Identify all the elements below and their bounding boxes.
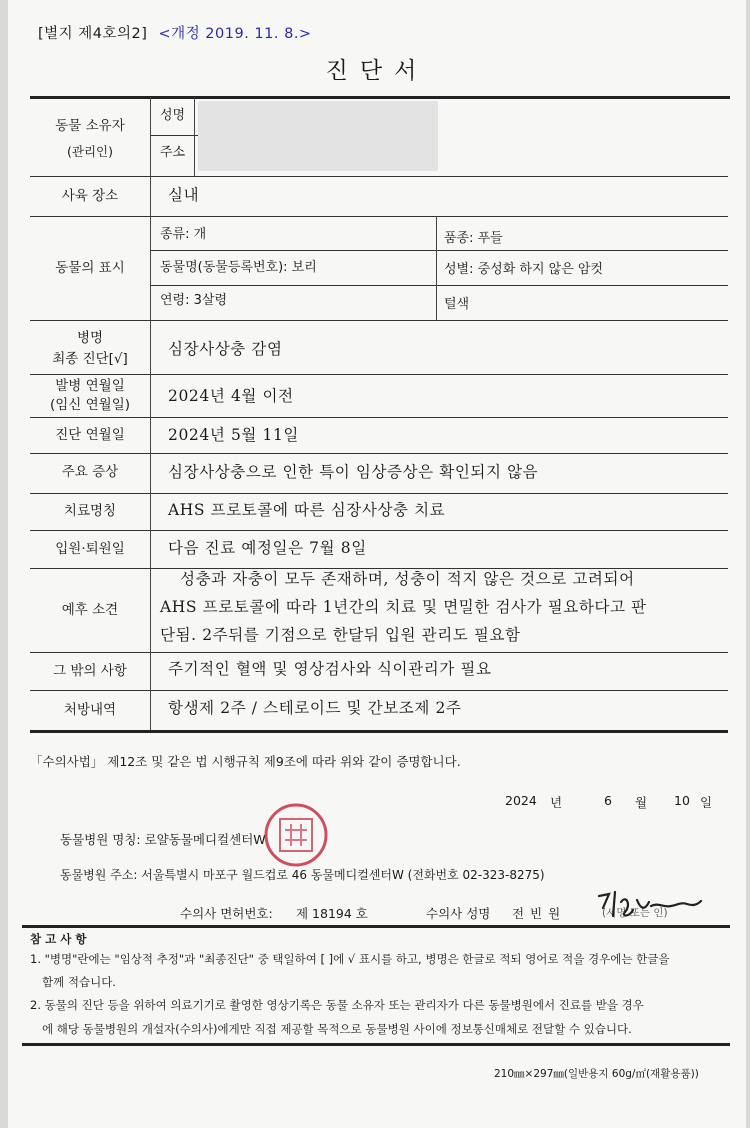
animal-label: 동물의 표시	[55, 260, 125, 276]
admission-value: 다음 진료 예정일은 7월 8일	[168, 539, 367, 557]
row-divider	[30, 652, 728, 653]
animal-age: 연령: 3살령	[160, 293, 228, 308]
prognosis-line-2: AHS 프로토콜에 따라 1년간의 치료 및 면밀한 검사가 필요하다고 판	[160, 598, 647, 616]
sign-label: (서명 또는 인)	[602, 907, 668, 919]
table-bottom-border	[30, 730, 728, 733]
certificate-page	[8, 0, 746, 1128]
animal-coat: 털색	[444, 297, 470, 312]
form-header	[38, 22, 312, 43]
hospital-name: 동물병원 명칭: 로얄동물메디컬센터W	[60, 832, 266, 847]
prognosis-line-1: 성충과 자충이 모두 존재하며, 성충이 적지 않은 것으로 고려되어	[180, 570, 635, 588]
diagnosis-value: 심장사상충 감염	[168, 340, 283, 358]
vet-name-label: 수의사 성명	[426, 906, 491, 921]
notes-title: 참 고 사 항	[30, 932, 87, 946]
owner-label: 동물 소유자	[55, 118, 125, 134]
date-day-unit: 일	[700, 795, 713, 810]
row-divider	[30, 320, 728, 321]
form-number: [별지 제4호의2]	[38, 26, 148, 42]
paper-spec: 210㎜×297㎜(일반용지 60g/㎡(재활용품))	[494, 1068, 699, 1080]
prognosis-label: 예후 소견	[61, 602, 119, 618]
row-divider	[30, 493, 728, 494]
notes-top-border	[22, 925, 730, 928]
table-top-border	[30, 96, 730, 99]
notes-bottom-border	[22, 1043, 730, 1046]
onset-value: 2024년 4월 이전	[168, 387, 294, 405]
redacted-owner-info	[198, 101, 438, 171]
owner-name-label: 성명	[160, 108, 186, 123]
owner-address-label: 주소	[160, 145, 186, 160]
animal-species: 종류: 개	[160, 227, 207, 242]
notes-item-1-line-2: 함께 적습니다.	[42, 975, 116, 989]
license-label: 수의사 면허번호:	[180, 906, 273, 921]
owner-subcolumn-divider	[194, 97, 195, 176]
animal-column-divider	[436, 216, 437, 320]
date-month-unit: 월	[635, 795, 648, 810]
hospital-seal-stamp	[261, 800, 331, 870]
notes-item-2-line-1: 2. 동물의 진단 등을 위하여 의료기기로 촬영한 영상기록은 동물 소유자 또는 관리자가 다른 동물병원에서 진료를 받을 경우	[30, 998, 644, 1012]
admission-label: 입원·퇴원일	[55, 541, 125, 557]
onset-sublabel: (임신 연월일)	[49, 397, 131, 413]
prescription-value: 항생제 2주 / 스테로이드 및 간보조제 2주	[168, 699, 462, 717]
animal-inner-divider	[150, 285, 728, 286]
symptoms-value: 심장사상충으로 인한 특이 임상증상은 확인되지 않음	[168, 463, 539, 481]
hospital-address: 동물병원 주소: 서울특별시 마포구 월드컵로 46 동물메디컬센터W (전화번호 02-323-8275)	[60, 868, 545, 882]
place-label: 사육 장소	[61, 188, 119, 204]
vet-name: 전 빈 원	[512, 906, 562, 921]
date-day: 10	[674, 793, 690, 808]
diagnosis-label-final: 최종 진단[√]	[52, 351, 128, 367]
document-title: 진단서	[325, 58, 429, 84]
symptoms-label: 주요 증상	[61, 464, 119, 480]
animal-inner-divider	[150, 250, 728, 251]
row-divider	[30, 216, 728, 217]
place-value: 실내	[168, 186, 200, 204]
owner-sublabel: (관리인)	[67, 144, 113, 159]
notes-item-2-line-2: 에 해당 동물병원의 개설자(수의사)에게만 직접 제공할 목적으로 동물병원 사이에 정보통신매체로 전달할 수 있습니다.	[42, 1022, 632, 1036]
vet-signature	[593, 888, 713, 924]
prognosis-line-3: 단됨. 2주뒤를 기점으로 한달뒤 입원 관리도 필요함	[160, 626, 521, 644]
diagnosis-date-value: 2024년 5월 11일	[168, 426, 300, 444]
revision-date: <개정 2019. 11. 8.>	[158, 26, 312, 42]
license-value: 제 18194 호	[296, 906, 368, 921]
treatment-label: 치료명칭	[63, 503, 117, 519]
date-month: 6	[604, 793, 612, 808]
diagnosis-label: 병명	[76, 330, 104, 346]
date-year: 2024	[505, 793, 537, 808]
prescription-label: 처방내역	[63, 702, 117, 718]
onset-label: 발병 연월일	[55, 378, 125, 394]
date-year-unit: 년	[550, 795, 563, 810]
diagnosis-date-label: 진단 연월일	[55, 427, 125, 443]
animal-name: 동물명(동물등록번호): 보리	[160, 260, 317, 275]
row-divider	[30, 176, 728, 177]
animal-breed: 품종: 푸들	[444, 231, 503, 246]
row-divider	[30, 690, 728, 691]
row-divider	[30, 417, 728, 418]
notes-item-1-line-1: 1. "병명"란에는 "임상적 추정"과 "최종진단" 중 택일하여 [ ]에 √ 표시를 하고, 병명은 한글로 적되 영어로 적을 경우에는 한글을	[30, 952, 670, 966]
other-value: 주기적인 혈액 및 영상검사와 식이관리가 필요	[168, 660, 492, 678]
other-label: 그 밖의 사항	[53, 663, 127, 679]
label-column-divider	[150, 97, 151, 730]
certification-text: 「수의사법」 제12조 및 같은 법 시행규칙 제9조에 따라 위와 같이 증명합니다.	[30, 754, 461, 769]
animal-sex: 성별: 중성화 하지 않은 암컷	[444, 262, 604, 277]
treatment-value: AHS 프로토콜에 따른 심장사상충 치료	[168, 501, 446, 519]
row-divider	[30, 453, 728, 454]
row-divider	[30, 530, 728, 531]
